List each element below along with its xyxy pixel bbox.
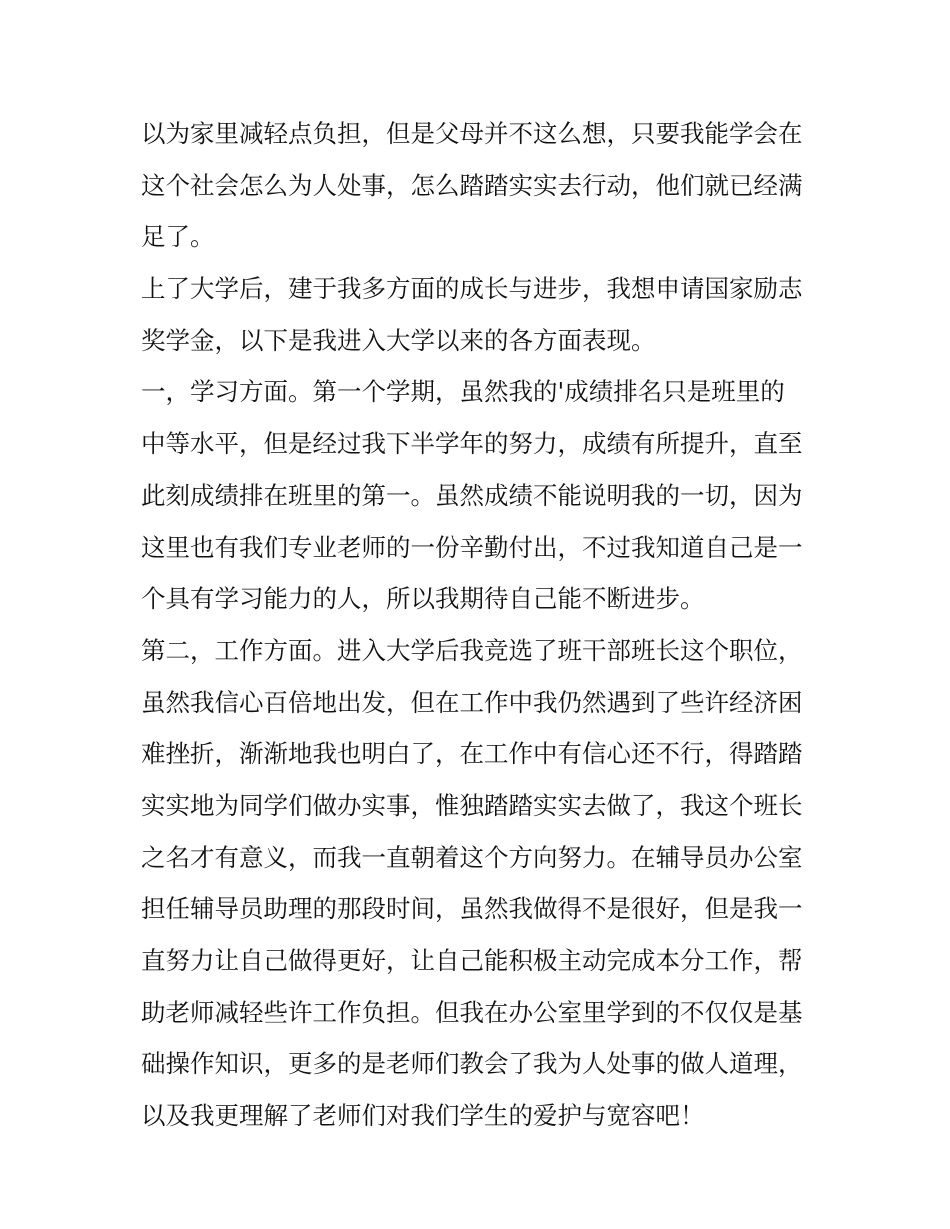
text-line: 助老师减轻些许工作负担。但我在办公室里学到的不仅仅是基 — [141, 997, 803, 1027]
text-line: 以为家里减轻点负担，但是父母并不这么想，只要我能学会在 — [141, 119, 803, 148]
text-line: 此刻成绩排在班里的第一。虽然成绩不能说明我的一切，因为 — [141, 480, 803, 510]
document-body — [141, 108, 813, 1142]
text-line: 第二，工作方面。进入大学后我竞选了班干部班长这个职位， — [141, 635, 803, 665]
text-line: 直努力让自己做得更好，让自己能积极主动完成本分工作，帮 — [141, 946, 803, 975]
text-line: 实实地为同学们做办实事，惟独踏踏实实去做了，我这个班长 — [141, 790, 803, 820]
text-line: 这个社会怎么为人处事，怎么踏踏实实去行动，他们就已经满 — [141, 170, 803, 200]
text-line: 虽然我信心百倍地出发，但在工作中我仍然遇到了些许经济困 — [141, 687, 803, 717]
text-line: 中等水平，但是经过我下半学年的努力，成绩有所提升，直至 — [141, 429, 803, 459]
text-line: 础操作知识，更多的是老师们教会了我为人处事的做人道理， — [141, 1049, 803, 1079]
text-line: 担任辅导员助理的那段时间，虽然我做得不是很好，但是我一 — [141, 894, 803, 924]
text-line: 个具有学习能力的人，所以我期待自己能不断进步。 — [141, 584, 705, 614]
text-line: 以及我更理解了老师们对我们学生的爱护与宽容吧！ — [141, 1101, 705, 1131]
text-line: 奖学金，以下是我进入大学以来的各方面表现。 — [141, 325, 656, 355]
text-line: 之名才有意义，而我一直朝着这个方向努力。在辅导员办公室 — [141, 842, 803, 872]
text-line: 上了大学后，建于我多方面的成长与进步，我想申请国家励志 — [141, 274, 803, 304]
text-line: 一，学习方面。第一个学期，虽然我的'成绩排名只是班里的 — [141, 377, 785, 407]
text-line: 难挫折，渐渐地我也明白了，在工作中有信心还不行，得踏踏 — [141, 739, 803, 769]
text-line: 这里也有我们专业老师的一份辛勤付出，不过我知道自己是一 — [141, 532, 803, 562]
text-line: 足了。 — [141, 222, 215, 252]
